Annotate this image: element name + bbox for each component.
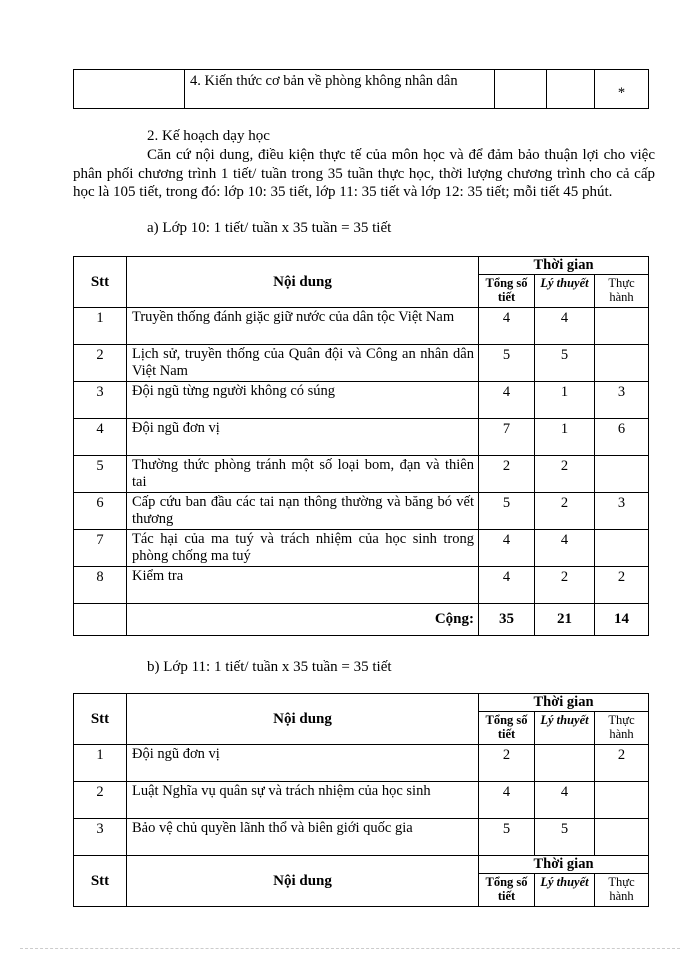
row-total: 4	[479, 530, 535, 567]
row-theory	[535, 745, 595, 782]
header-practice: Thực hành	[595, 275, 649, 308]
row-practice: 2	[595, 567, 649, 604]
header-stt: Stt	[74, 694, 127, 745]
row-stt: 3	[74, 382, 127, 419]
row-practice	[595, 308, 649, 345]
row-stt: 1	[74, 745, 127, 782]
subheading-b: b) Lớp 11: 1 tiết/ tuần x 35 tuần = 35 tiết	[147, 659, 392, 675]
row-theory: 5	[535, 345, 595, 382]
sum-stt	[74, 604, 127, 636]
top-stt-cell	[74, 70, 185, 109]
row-practice: 3	[595, 382, 649, 419]
top-content-cell: 4. Kiến thức cơ bản về phòng không nhân dân	[185, 70, 495, 109]
section-heading: 2. Kế hoạch dạy học	[147, 128, 270, 144]
row-total: 4	[479, 782, 535, 819]
header-time: Thời gian	[479, 694, 649, 712]
row-theory: 2	[535, 456, 595, 493]
header-practice: Thực hành	[595, 712, 649, 745]
table-row	[74, 530, 649, 567]
row-total: 5	[479, 819, 535, 856]
table-b	[73, 693, 649, 907]
row-total: 2	[479, 456, 535, 493]
row-content: Bảo vệ chủ quyền lãnh thổ và biên giới quốc gia	[127, 819, 479, 856]
row-content: Luật Nghĩa vụ quân sự và trách nhiệm của học sinh	[127, 782, 479, 819]
row-theory: 5	[535, 819, 595, 856]
header-total: Tổng số tiết	[479, 712, 535, 745]
row-total: 4	[479, 382, 535, 419]
header-content: Nội dung	[127, 257, 479, 308]
row-theory: 1	[535, 382, 595, 419]
table-row	[74, 819, 649, 856]
row-practice	[595, 345, 649, 382]
row-stt: 2	[74, 782, 127, 819]
table-row	[74, 382, 649, 419]
row-stt: 8	[74, 567, 127, 604]
table-row	[74, 345, 649, 382]
header-stt-repeat: Stt	[74, 856, 127, 907]
header-content-repeat: Nội dung	[127, 856, 479, 907]
sum-theory: 21	[535, 604, 595, 636]
table-row	[74, 419, 649, 456]
top-total-cell	[495, 70, 547, 109]
row-stt: 6	[74, 493, 127, 530]
row-practice	[595, 782, 649, 819]
top-theory-cell	[547, 70, 595, 109]
row-practice: 2	[595, 745, 649, 782]
row-practice	[595, 456, 649, 493]
sum-label: Cộng:	[127, 604, 479, 636]
row-theory: 4	[535, 308, 595, 345]
row-content: Kiểm tra	[127, 567, 479, 604]
row-stt: 5	[74, 456, 127, 493]
row-stt: 7	[74, 530, 127, 567]
header-stt: Stt	[74, 257, 127, 308]
table-sum-row	[74, 604, 649, 636]
row-stt: 3	[74, 819, 127, 856]
row-theory: 4	[535, 530, 595, 567]
table-row	[74, 456, 649, 493]
row-theory: 1	[535, 419, 595, 456]
section-paragraph: Căn cứ nội dung, điều kiện thực tế của môn học và để đảm bảo thuận lợi cho việc phân phối chương trình 1 tiết/ tuần trong 35 tuần thực học, thời lượng chương trình cho cả cấp học là 105 tiết, trong đó: lớp 10: 35 tiết, lớp 11: 35 tiết và lớp 12: 35 tiết; mỗi tiết 45 phút.	[73, 147, 655, 200]
row-content: Thường thức phòng tránh một số loại bom, đạn và thiên tai	[127, 456, 479, 493]
row-content: Đội ngũ đơn vị	[127, 745, 479, 782]
header-content: Nội dung	[127, 694, 479, 745]
row-practice: 3	[595, 493, 649, 530]
top-table	[73, 69, 649, 109]
row-content: Đội ngũ từng người không có súng	[127, 382, 479, 419]
row-theory: 2	[535, 567, 595, 604]
row-content: Lịch sử, truyền thống của Quân đội và Công an nhân dân Việt Nam	[127, 345, 479, 382]
header-time: Thời gian	[479, 257, 649, 275]
table-row	[74, 745, 649, 782]
header-total: Tổng số tiết	[479, 275, 535, 308]
row-stt: 4	[74, 419, 127, 456]
header-total-repeat: Tổng số tiết	[479, 874, 535, 907]
header-theory: Lý thuyết	[535, 712, 595, 745]
table-row	[74, 567, 649, 604]
row-content: Cấp cứu ban đầu các tai nạn thông thường và băng bó vết thương	[127, 493, 479, 530]
row-total: 5	[479, 493, 535, 530]
table-row	[74, 493, 649, 530]
header-time-repeat: Thời gian	[479, 856, 649, 874]
table-row	[74, 308, 649, 345]
sum-practice: 14	[595, 604, 649, 636]
row-total: 2	[479, 745, 535, 782]
table-a	[73, 256, 649, 636]
top-practice-cell: *	[595, 70, 649, 109]
table-a-body	[74, 308, 649, 636]
row-stt: 2	[74, 345, 127, 382]
row-content: Truyền thống đánh giặc giữ nước của dân tộc Việt Nam	[127, 308, 479, 345]
row-total: 4	[479, 567, 535, 604]
row-theory: 4	[535, 782, 595, 819]
page-bottom-divider	[20, 948, 680, 949]
row-stt: 1	[74, 308, 127, 345]
row-theory: 2	[535, 493, 595, 530]
row-total: 7	[479, 419, 535, 456]
subheading-a: a) Lớp 10: 1 tiết/ tuần x 35 tuần = 35 tiết	[147, 220, 392, 236]
header-practice-repeat: Thực hành	[595, 874, 649, 907]
row-practice: 6	[595, 419, 649, 456]
table-row	[74, 782, 649, 819]
header-theory-repeat: Lý thuyết	[535, 874, 595, 907]
row-practice	[595, 819, 649, 856]
row-total: 5	[479, 345, 535, 382]
sum-total: 35	[479, 604, 535, 636]
row-total: 4	[479, 308, 535, 345]
row-content: Tác hại của ma tuý và trách nhiệm của học sinh trong phòng chống ma tuý	[127, 530, 479, 567]
header-theory: Lý thuyết	[535, 275, 595, 308]
row-content: Đội ngũ đơn vị	[127, 419, 479, 456]
row-practice	[595, 530, 649, 567]
